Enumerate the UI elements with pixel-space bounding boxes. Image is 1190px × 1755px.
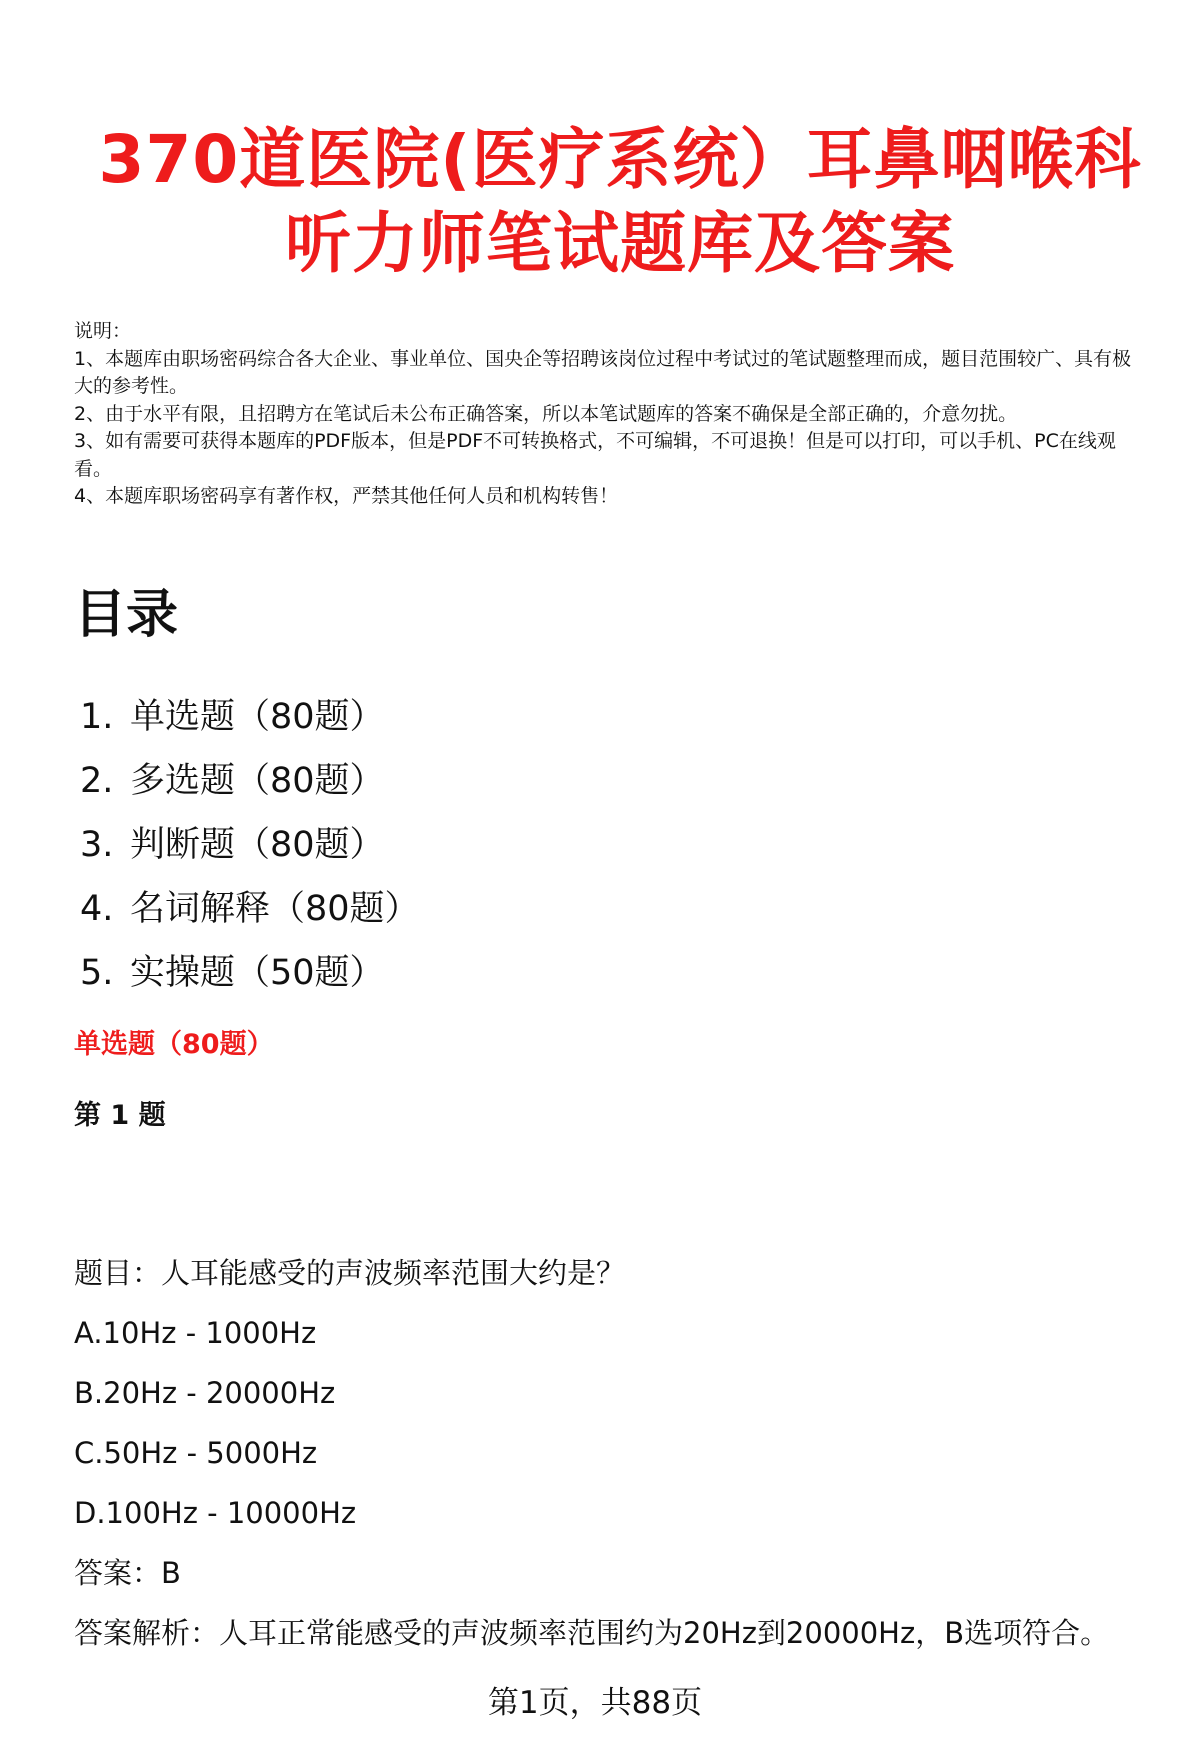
section-heading: 单选题（80题） <box>74 1029 274 1060</box>
title-line-2: 听力师笔试题库及答案 <box>285 205 955 282</box>
table-of-contents <box>80 685 420 1005</box>
toc-item-number: 5. <box>80 953 114 993</box>
toc-item-multiple-choice[interactable] <box>80 749 420 813</box>
toc-item-number: 3. <box>80 825 114 865</box>
option-a: A.10Hz - 1000Hz <box>74 1316 317 1350</box>
toc-item-number: 1. <box>80 697 114 737</box>
question-block <box>74 1243 1164 1663</box>
toc-item-true-false[interactable] <box>80 813 420 877</box>
toc-item-label: 名词解释（80题） <box>130 889 420 929</box>
document-title <box>60 118 1180 286</box>
toc-item-label: 实操题（50题） <box>130 953 385 993</box>
instruction-item: 3、如有需要可获得本题库的PDF版本，但是PDF不可转换格式，不可编辑，不可退换！但是可以打印，可以手机、PC在线观看。 <box>74 430 1116 480</box>
toc-item-single-choice[interactable] <box>80 685 420 749</box>
toc-item-number: 4. <box>80 889 114 929</box>
question-stem: 题目：人耳能感受的声波频率范围大约是？ <box>74 1256 626 1290</box>
option-b: B.20Hz - 20000Hz <box>74 1376 336 1410</box>
option-c: C.50Hz - 5000Hz <box>74 1436 318 1470</box>
toc-item-label: 单选题（80题） <box>130 697 385 737</box>
title-line-1: 370道医院(医疗系统）耳鼻咽喉科 <box>98 121 1142 198</box>
answer-explanation: 答案解析：人耳正常能感受的声波频率范围约为20Hz到20000Hz，B选项符合。 <box>74 1616 1110 1650</box>
toc-item-practical[interactable] <box>80 941 420 1005</box>
instruction-item: 2、由于水平有限，且招聘方在笔试后未公布正确答案，所以本笔试题库的答案不确保是全部正确的，介意勿扰。 <box>74 402 1018 425</box>
answer: 答案：B <box>74 1556 181 1590</box>
page-number: 第1页，共88页 <box>487 1685 703 1721</box>
question-number: 第 1 题 <box>74 1100 166 1131</box>
instructions-block <box>74 318 1150 511</box>
toc-heading: 目录 <box>74 585 179 645</box>
instructions-heading: 说明： <box>74 320 132 342</box>
toc-item-term-definition[interactable] <box>80 877 420 941</box>
instruction-item: 1、本题库由职场密码综合各大企业、事业单位、国央企等招聘该岗位过程中考试过的笔试题整理而成，题目范围较广、具有极大的参考性。 <box>74 347 1132 397</box>
option-d: D.100Hz - 10000Hz <box>74 1496 357 1530</box>
toc-item-label: 多选题（80题） <box>130 761 385 801</box>
toc-item-number: 2. <box>80 761 114 801</box>
instruction-item: 4、本题库职场密码享有著作权，严禁其他任何人员和机构转售！ <box>74 485 619 507</box>
toc-item-label: 判断题（80题） <box>130 825 385 865</box>
